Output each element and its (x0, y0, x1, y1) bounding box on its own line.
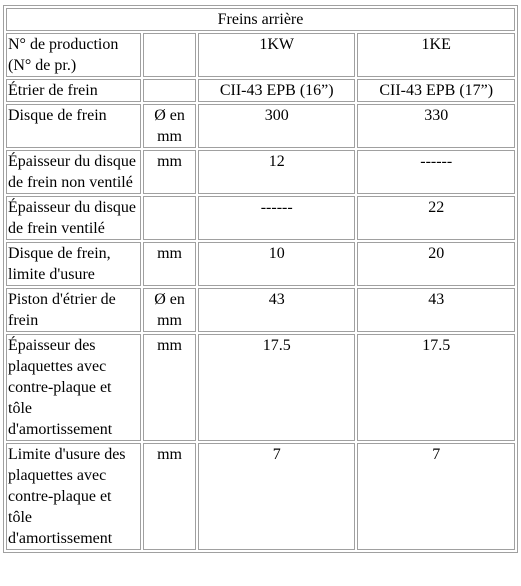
row-label: Disque de frein, limite d'usure (6, 242, 141, 286)
table-title: Freins arrière (6, 8, 515, 31)
table-row (6, 288, 515, 332)
variant-1kw-header: 1KW (198, 33, 355, 77)
row-value-1kw: 12 (198, 150, 355, 194)
row-value-1kw: CII-43 EPB (16”) (198, 79, 355, 102)
row-unit: Ø en mm (143, 104, 196, 148)
row-value-1ke: 20 (357, 242, 515, 286)
row-unit (143, 196, 196, 240)
row-label: Piston d'étrier de frein (6, 288, 141, 332)
table-row (6, 150, 515, 194)
row-label: Disque de frein (6, 104, 141, 148)
row-unit (143, 79, 196, 102)
table-row (6, 104, 515, 148)
row-value-1ke: 43 (357, 288, 515, 332)
row-value-1ke: 22 (357, 196, 515, 240)
production-number-row (6, 33, 515, 77)
row-unit: mm (143, 443, 196, 550)
row-value-1kw: 10 (198, 242, 355, 286)
row-value-1kw: 7 (198, 443, 355, 550)
title-row (6, 8, 515, 31)
row-value-1ke: CII-43 EPB (17”) (357, 79, 515, 102)
row-unit: mm (143, 150, 196, 194)
brake-spec-table (3, 5, 518, 553)
row-label: Limite d'usure des plaquettes avec contre-plaque et tôle d'amortissement (6, 443, 141, 550)
row-unit: mm (143, 242, 196, 286)
row-unit: mm (143, 334, 196, 441)
table-row (6, 443, 515, 550)
row-label: Épaisseur du disque de frein ventilé (6, 196, 141, 240)
row-value-1ke: 7 (357, 443, 515, 550)
row-value-1kw: 43 (198, 288, 355, 332)
production-number-unit (143, 33, 196, 77)
row-label: Épaisseur des plaquettes avec contre-plaque et tôle d'amortissement (6, 334, 141, 441)
row-value-1kw: ------ (198, 196, 355, 240)
table-row (6, 79, 515, 102)
row-value-1ke: 17.5 (357, 334, 515, 441)
row-label: Étrier de frein (6, 79, 141, 102)
row-label: Épaisseur du disque de frein non ventilé (6, 150, 141, 194)
row-value-1kw: 17.5 (198, 334, 355, 441)
table-row (6, 334, 515, 441)
production-number-label: N° de production (N° de pr.) (6, 33, 141, 77)
row-value-1kw: 300 (198, 104, 355, 148)
row-value-1ke: 330 (357, 104, 515, 148)
table-row (6, 196, 515, 240)
row-unit: Ø en mm (143, 288, 196, 332)
variant-1ke-header: 1KE (357, 33, 515, 77)
row-value-1ke: ------ (357, 150, 515, 194)
table-row (6, 242, 515, 286)
